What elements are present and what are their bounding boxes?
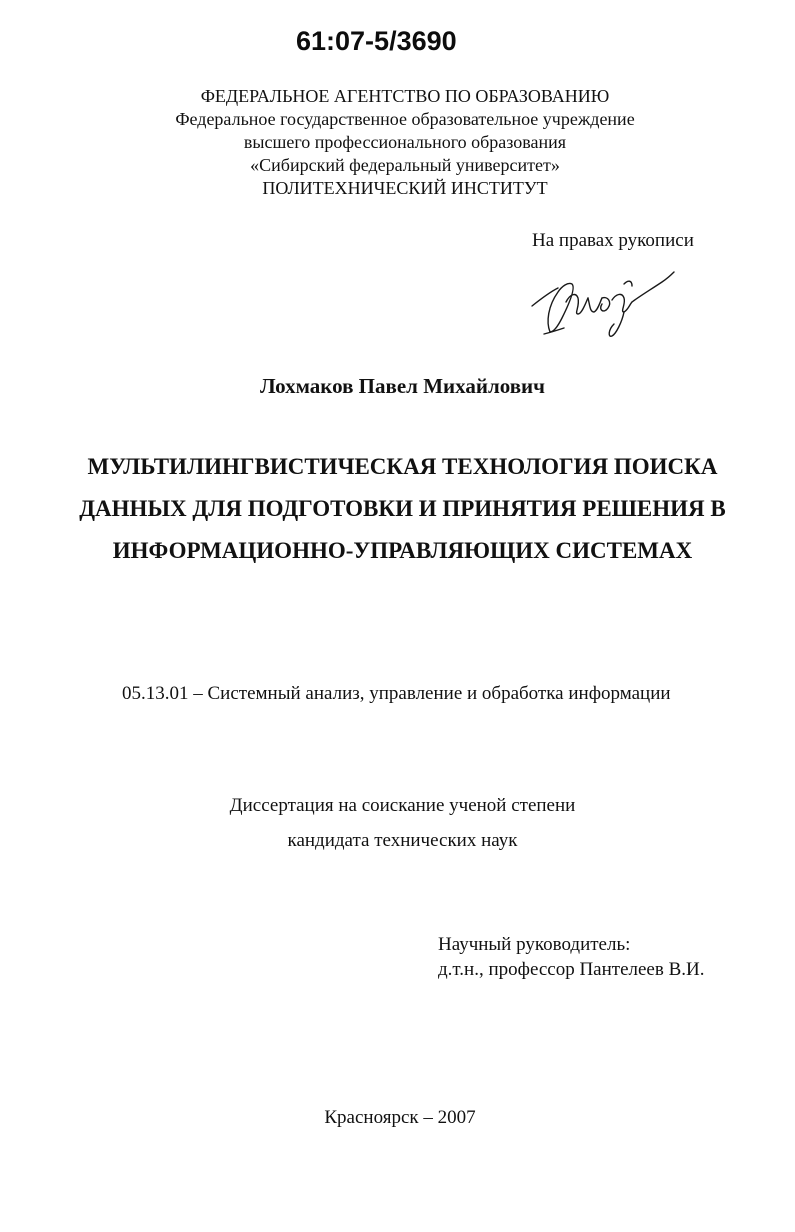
advisor-name: д.т.н., профессор Пантелеев В.И. bbox=[438, 959, 705, 980]
handwritten-signature bbox=[528, 262, 678, 342]
author-name: Лохмаков Павел Михайлович bbox=[260, 374, 545, 398]
degree-line-1: Диссертация на соискание ученой степени bbox=[229, 795, 576, 816]
advisor-label: Научный руководитель: bbox=[438, 934, 631, 955]
organization-header bbox=[0, 85, 795, 200]
org-line-education-level: высшего профессионального образования bbox=[243, 132, 567, 152]
rights-note: На правах рукописи bbox=[532, 230, 694, 251]
catalog-stamp: 61:07-5/3690 bbox=[296, 26, 457, 56]
scientific-advisor bbox=[438, 932, 704, 982]
title-line-2: ДАННЫХ ДЛЯ ПОДГОТОВКИ И ПРИНЯТИЯ РЕШЕНИЯ В bbox=[79, 496, 726, 521]
degree-line-2: кандидата технических наук bbox=[287, 830, 518, 851]
org-line-institute: ПОЛИТЕХНИЧЕСКИЙ ИНСТИТУТ bbox=[262, 178, 548, 198]
org-line-university: «Сибирский федеральный университет» bbox=[250, 155, 560, 175]
specialty-code: 05.13.01 – Системный анализ, управление и обработка информации bbox=[122, 683, 671, 704]
degree-statement bbox=[0, 788, 795, 858]
org-line-agency: ФЕДЕРАЛЬНОЕ АГЕНТСТВО ПО ОБРАЗОВАНИЮ bbox=[200, 86, 610, 106]
dissertation-title bbox=[0, 446, 795, 572]
title-line-1: МУЛЬТИЛИНГВИСТИЧЕСКАЯ ТЕХНОЛОГИЯ ПОИСКА bbox=[87, 454, 718, 479]
org-line-institution-type: Федеральное государственное образовательное учреждение bbox=[175, 109, 635, 129]
city-year: Красноярск – 2007 bbox=[324, 1107, 476, 1128]
title-line-3: ИНФОРМАЦИОННО-УПРАВЛЯЮЩИХ СИСТЕМАХ bbox=[112, 538, 693, 563]
